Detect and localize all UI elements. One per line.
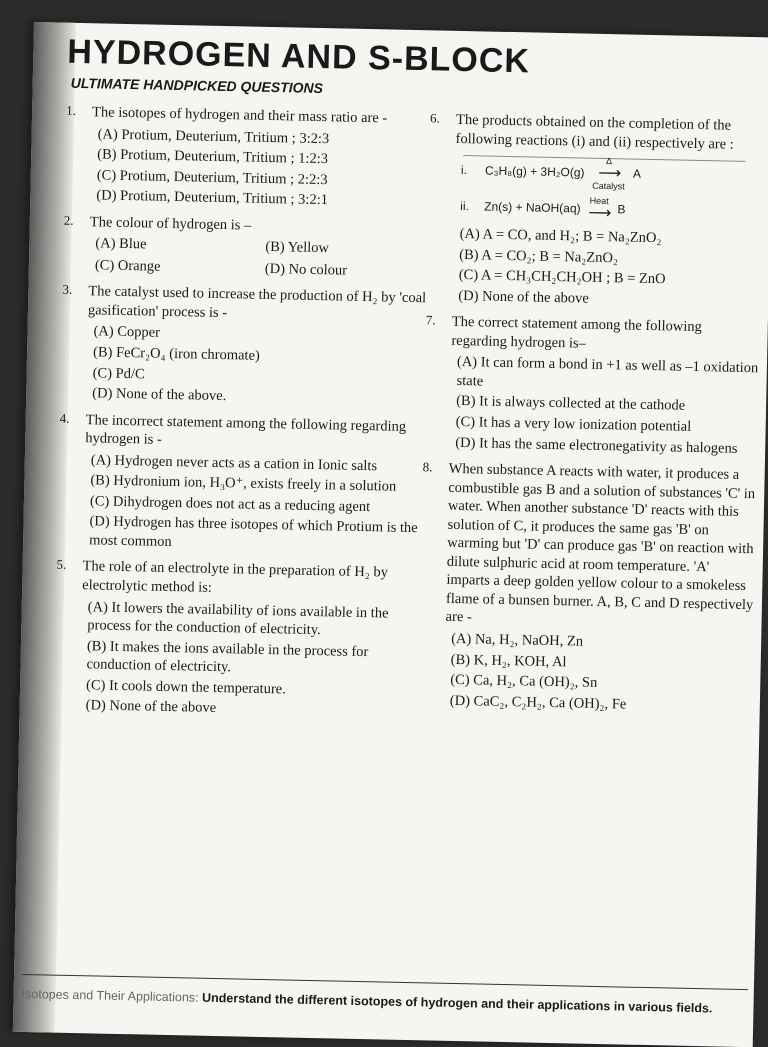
option-a: (A) Copper [93,323,161,342]
option-d: (D) Protium, Deuterium, Tritium ; 3:2:1 [96,187,329,209]
question-7 [425,312,760,459]
option-b: (B) K, H₂, KOH, Al [450,651,567,670]
question-stem: The isotopes of hydrogen and their mass ratio are - [91,104,388,127]
reaction-numeral: i. [460,163,468,178]
reaction-arrow [588,197,609,222]
question-stem: The incorrect statement among the following regarding hydrogen is - [85,411,407,448]
reaction-reactants: Zn(s) + NaOH(aq) [484,199,581,216]
option-b: (B) Hydronium ion, H₃O⁺, exists freely in a solution [90,472,397,495]
option-d: (D) Hydrogen has three isotopes of which Protium is the most common [88,513,418,550]
question-number: 1. [66,102,77,118]
option-b: (B) A = CO₂; B = Na₂ZnO₂ [459,246,619,266]
option-c: (C) Orange [94,257,161,275]
question-number: 3. [62,282,73,298]
footer-topic-text: Understand the different isotopes of hydrogen and their applications in various fields. [201,990,713,1016]
question-8 [422,459,757,717]
right-arrow-icon: ⟶ [598,164,620,183]
reaction-reactants: C₃H₈(g) + 3H₂O(g) [484,163,585,180]
option-c: (C) Ca, H₂, Ca (OH)₂, Sn [450,671,598,692]
option-c: (C) It has a very low ionization potential [455,413,692,435]
option-d: (D) CaC₂, C₂H₂, Ca (OH)₂, Fe [449,692,627,713]
question-number: 7. [425,312,436,328]
options-grid [95,235,428,282]
option-a: (A) It lowers the availability of ions available in the process for the conduction of electricity. [87,598,389,639]
question-5 [56,557,421,722]
reaction-ii [460,194,762,225]
option-b: (B) It makes the ions available in the process for conduction of electricity. [86,637,369,676]
option-a: (A) Blue [95,235,147,253]
option-c: (C) Dihydrogen does not act as a reducing agent [89,493,371,515]
option-d: (D) None of the above. [92,385,227,405]
question-number: 4. [59,410,70,426]
question-number: 2. [63,212,74,228]
question-number: 6. [429,110,440,126]
option-c: (C) Protium, Deuterium, Tritium ; 2:2:3 [96,166,328,188]
option-a: (A) A = CO, and H₂; B = Na₂ZnO₂ [459,226,662,247]
question-6 [429,110,764,312]
question-stem: The catalyst used to increase the production of H₂ by 'coal gasification' process is - [87,283,427,322]
option-a: (A) It can form a bond in +1 as well as –1 oxidation state [456,354,759,390]
option-a: (A) Na, H₂, NaOH, Zn [451,630,584,650]
question-stem: The correct statement among the following regarding hydrogen is– [451,314,702,352]
question-4 [59,410,424,557]
reaction-product: B [617,202,626,217]
question-2 [63,212,428,282]
question-number: 8. [422,459,433,475]
option-c: (C) Pd/C [92,364,145,382]
question-stem: The role of an electrolyte in the preparation of H₂ by electrolytic method is: [82,558,389,596]
reaction-arrow [592,157,625,192]
option-b: (B) It is always collected at the cathode [455,393,686,415]
question-stem: When substance A reacts with water, it produces a combustible gas B and a solution of substances 'C' in water. When another substance 'D' reacts with this solution of C, it produces the same gas 'B' on warming but 'D' can produce gas 'B' on reaction with dilute sulphuric acid at room temperature. 'A' imparts a deep golden yellow colour to a smokeless flame of a bunsen burner. A, B, C and D respectively are - [445,460,756,626]
page-footer [21,974,748,1030]
option-d: (D) None of the above [85,697,217,717]
option-c: (C) It cools down the temperature. [85,677,286,698]
reaction-product: A [632,166,642,182]
option-d: (D) It has the same electronegativity as halogens [455,434,738,457]
right-arrow-icon: ⟶ [588,204,610,223]
page-subtitle: ULTIMATE HANDPICKED QUESTIONS [70,74,324,97]
worksheet-page [13,22,768,1047]
left-column [56,102,430,730]
option-d: (D) None of the above [458,287,589,307]
question-number: 5. [56,557,67,573]
question-stem: The products obtained on the completion of the following reactions (i) and (ii) respectively are : [455,111,734,153]
question-1 [66,102,430,212]
reaction-i [461,154,764,194]
page-title: HYDROGEN AND S-BLOCK [66,32,531,81]
option-c: (C) A = CH₃CH₂CH₂OH ; B = ZnO [458,267,666,288]
option-b: (B) FeCr₂O₄ (iron chromate) [92,344,260,364]
right-column [422,110,765,725]
reaction-numeral: ii. [460,198,470,214]
arrow-condition-above: Δ [605,156,613,167]
question-3 [62,282,427,410]
book-spine-shadow [13,22,76,1033]
option-a: (A) Protium, Deuterium, Tritium ; 3:2:3 [97,125,330,147]
arrow-condition-above: Heat [589,195,609,207]
question-stem: The colour of hydrogen is – [89,213,252,234]
option-d: (D) No colour [264,260,348,279]
footer-topic-prefix: Isotopes and Their Applications: [21,986,199,1005]
arrow-condition-below: Catalyst [592,180,625,192]
option-b: (B) Protium, Deuterium, Tritium ; 1:2:3 [97,146,329,168]
option-b: (B) Yellow [265,239,330,257]
option-a: (A) Hydrogen never acts as a cation in Ionic salts [90,452,378,475]
